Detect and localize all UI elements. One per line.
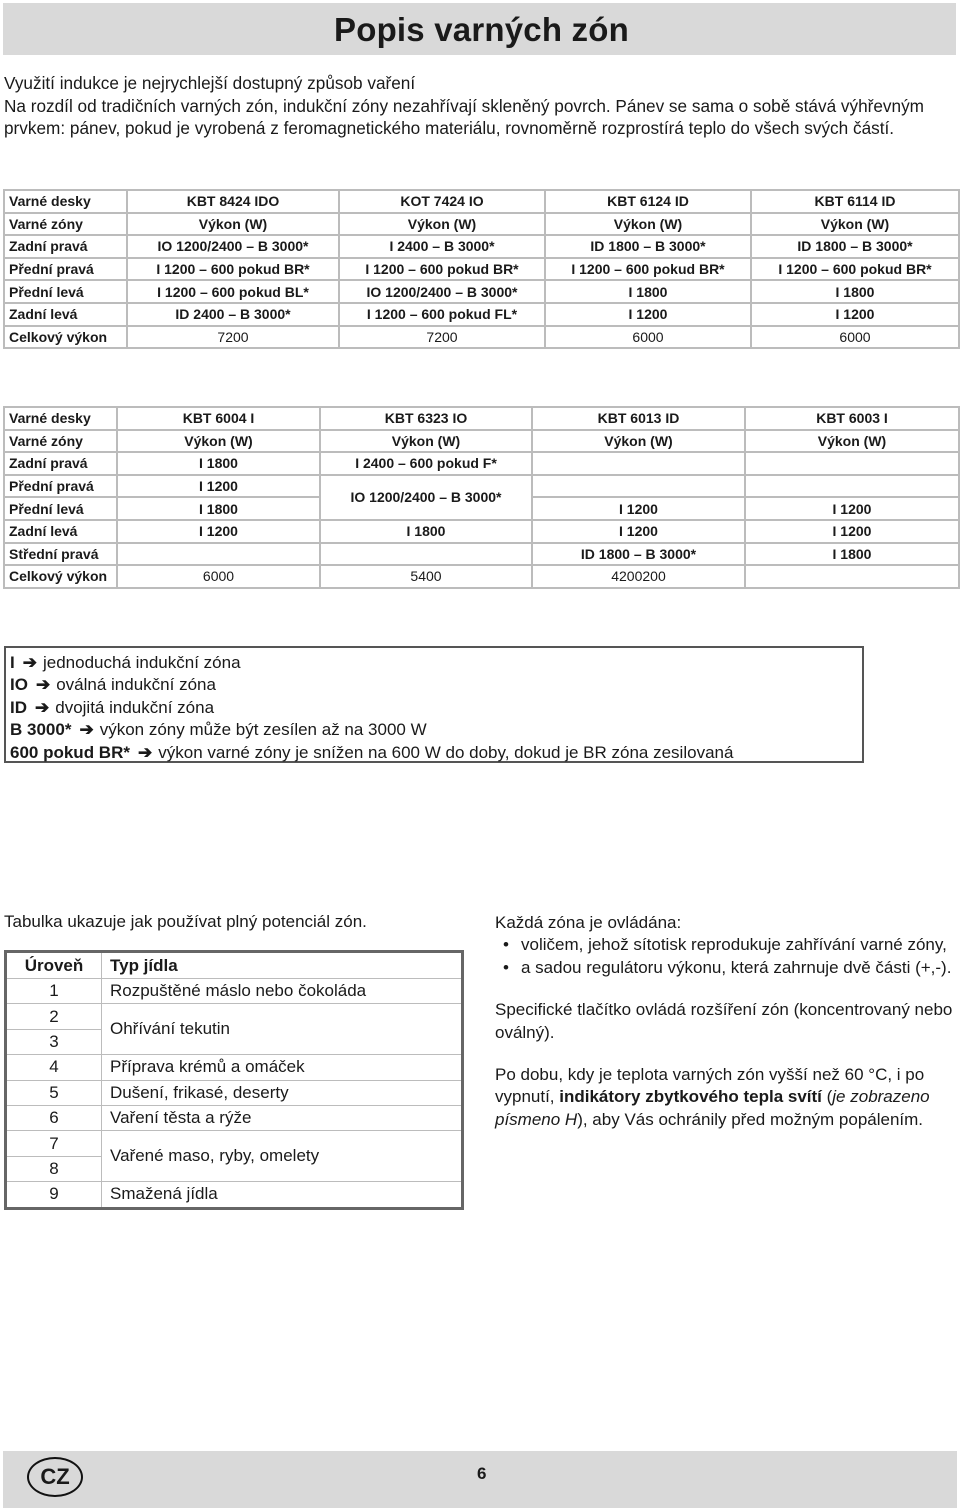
table-row: [6, 1182, 463, 1208]
table-row: [6, 1004, 463, 1029]
column-header-food: Typ jídla: [102, 952, 463, 979]
table-cell: 7: [6, 1131, 102, 1156]
legend-item: [10, 674, 862, 696]
table-cell: I 1200 – 600 pokud BR*: [545, 258, 751, 281]
table-cell: Výkon (W): [545, 213, 751, 236]
table-cell: 9: [6, 1182, 102, 1208]
paragraph: [495, 1064, 957, 1131]
table-cell: Příprava krémů a omáček: [102, 1055, 463, 1080]
table-cell: I 1800: [745, 543, 959, 566]
table-cell: ID 1800 – B 3000*: [532, 543, 745, 566]
table-cell: 7200: [339, 326, 545, 349]
table-cell: [745, 452, 959, 475]
table-cell: I 1200 – 600 pokud BR*: [339, 258, 545, 281]
text-run-italic: je zobrazeno písmeno H: [495, 1087, 930, 1129]
text-run: (: [821, 1087, 833, 1107]
table-row: [4, 280, 959, 303]
table-cell: 1: [6, 979, 102, 1004]
table-cell: 5400: [320, 565, 532, 588]
table-row: [6, 979, 463, 1004]
legend-text: jednoduchá indukční zóna: [42, 653, 241, 672]
table-cell: Celkový výkon: [4, 326, 127, 349]
table-cell: Smažená jídla: [102, 1182, 463, 1208]
table-cell: Varné zóny: [4, 213, 127, 236]
table-cell: I 1800: [320, 520, 532, 543]
table-row: [4, 235, 959, 258]
table-cell: Zadní pravá: [4, 235, 127, 258]
table-cell: KBT 6004 I: [117, 407, 320, 430]
table-cell: [745, 565, 959, 588]
table-cell: I 1200 – 600 pokud BL*: [127, 280, 339, 303]
table-cell: Výkon (W): [339, 213, 545, 236]
legend-item: [10, 719, 862, 741]
intro-line-2: Na rozdíl od tradičních varných zón, indukční zóny nezahřívají skleněný povrch. Pánev se sama o sobě stává výhřevným prvkem: pánev, pokud je vyrobená z feromagnetického materiálu, rovnoměrně rozprostírá teplo do všech svých částí.: [4, 95, 924, 138]
table-row: [4, 543, 959, 566]
table-row: [4, 303, 959, 326]
table-cell: I 1200 – 600 pokud BR*: [751, 258, 959, 281]
table-cell: KBT 6124 ID: [545, 190, 751, 213]
spec-table-2: [3, 406, 960, 589]
table-cell: KOT 7424 IO: [339, 190, 545, 213]
table-cell: I 1200: [545, 303, 751, 326]
table-row: [4, 565, 959, 588]
table-row: [4, 190, 959, 213]
table-cell: Výkon (W): [127, 213, 339, 236]
table-row: [4, 213, 959, 236]
table-cell: Dušení, frikasé, deserty: [102, 1080, 463, 1105]
table-cell: I 2400 – 600 pokud F*: [320, 452, 532, 475]
table-cell: I 1200 – 600 pokud BR*: [127, 258, 339, 281]
country-badge: CZ: [27, 1457, 83, 1497]
arrow-right-icon: ➔: [137, 742, 153, 762]
table-row: [4, 430, 959, 453]
table-cell: 3: [6, 1029, 102, 1054]
paragraph: Specifické tlačítko ovládá rozšíření zón (koncentrovaný nebo oválný).: [495, 1000, 953, 1042]
table-cell: Zadní levá: [4, 520, 117, 543]
table-cell: I 1800: [545, 280, 751, 303]
legend-text: oválná indukční zóna: [56, 675, 216, 695]
table-cell: [532, 452, 745, 475]
table-cell: Přední pravá: [4, 258, 127, 281]
table-cell: I 1200: [751, 303, 959, 326]
legend-key: 600 pokud BR*: [10, 742, 130, 762]
table-cell: Výkon (W): [320, 430, 532, 453]
table-cell: KBT 8424 IDO: [127, 190, 339, 213]
table-row: [4, 407, 959, 430]
table-cell: I 1200: [532, 520, 745, 543]
intro-text: [4, 72, 958, 140]
table-cell: KBT 6013 ID: [532, 407, 745, 430]
table-row: [6, 1080, 463, 1105]
table-cell: Varné desky: [4, 407, 117, 430]
bullet-list: [495, 934, 957, 979]
table-cell: 6000: [751, 326, 959, 349]
table-cell: I 1800: [117, 452, 320, 475]
table-cell: I 1800: [751, 280, 959, 303]
table-cell: Varné desky: [4, 190, 127, 213]
table-cell: Zadní levá: [4, 303, 127, 326]
legend-key: I: [10, 653, 15, 672]
table-cell: Vařené maso, ryby, omelety: [102, 1131, 463, 1182]
table-cell: Výkon (W): [751, 213, 959, 236]
table-cell: Ohřívání tekutin: [102, 1004, 463, 1055]
arrow-right-icon: ➔: [35, 675, 51, 695]
arrow-right-icon: ➔: [35, 697, 50, 717]
table-row: [6, 1055, 463, 1080]
legend-box: [4, 646, 864, 763]
table-row: [4, 258, 959, 281]
zone-control-text: [495, 912, 957, 1131]
table-cell: 5: [6, 1080, 102, 1105]
table-cell: 6: [6, 1105, 102, 1130]
table-cell: Výkon (W): [532, 430, 745, 453]
legend-text: dvojitá indukční zóna: [55, 697, 215, 717]
table-cell: KBT 6003 I: [745, 407, 959, 430]
table-cell: [745, 475, 959, 498]
table-cell: IO 1200/2400 – B 3000*: [127, 235, 339, 258]
table-cell: [117, 543, 320, 566]
table-cell: Zadní pravá: [4, 452, 117, 475]
text-run: Po dobu, kdy je teplota varných zón vyšší než 60 °C, i po vypnutí,: [495, 1065, 925, 1107]
title-bar: [3, 3, 956, 55]
table-cell: Přední levá: [4, 497, 117, 520]
table-cell: [532, 475, 745, 498]
legend-key: B 3000*: [10, 720, 72, 740]
table-cell: Vaření těsta a rýže: [102, 1105, 463, 1130]
text-run: ), aby Vás ochránily před možným popálením.: [577, 1109, 924, 1129]
table-cell: I 1800: [117, 497, 320, 520]
table-cell: I 1200: [117, 520, 320, 543]
table-row: [6, 952, 463, 979]
table-row: [6, 1131, 463, 1156]
table-cell: ID 2400 – B 3000*: [127, 303, 339, 326]
legend-item: [10, 652, 862, 674]
table-cell: I 1200: [117, 475, 320, 498]
table-cell: I 2400 – B 3000*: [339, 235, 545, 258]
legend-text: výkon zóny může být zesílen až na 3000 W: [99, 720, 427, 740]
table-cell: Celkový výkon: [4, 565, 117, 588]
table-cell: I 1200 – 600 pokud FL*: [339, 303, 545, 326]
table-cell: 4: [6, 1055, 102, 1080]
levels-table: [4, 950, 464, 1210]
list-item: • voličem, jehož sítotisk reprodukuje zahřívání varné zóny,: [521, 934, 957, 956]
paragraph: Každá zóna je ovládána:: [495, 913, 682, 932]
table-cell: I 1200: [745, 520, 959, 543]
legend-item: [10, 697, 862, 719]
list-item: • a sadou regulátoru výkonu, která zahrnuje dvě části (+,-).: [521, 957, 957, 979]
legend-key: ID: [10, 697, 27, 717]
table-cell: [320, 543, 532, 566]
table-cell: IO 1200/2400 – B 3000*: [339, 280, 545, 303]
intro-line-1: Využití indukce je nejrychlejší dostupný způsob vaření: [4, 73, 416, 93]
table-cell: 7200: [127, 326, 339, 349]
text-run-bold: indikátory zbytkového tepla svítí: [559, 1087, 822, 1107]
legend-text: výkon varné zóny je snížen na 600 W do doby, dokud je BR zóna zesilovaná: [158, 742, 734, 762]
legend-key: IO: [10, 675, 28, 695]
table-cell: Střední pravá: [4, 543, 117, 566]
table-row: [4, 452, 959, 475]
table-cell: 6000: [545, 326, 751, 349]
spec-table-1: [3, 189, 960, 349]
table-cell: KBT 6323 IO: [320, 407, 532, 430]
table-cell: Varné zóny: [4, 430, 117, 453]
table-cell: Přední levá: [4, 280, 127, 303]
table-cell: Rozpuštěné máslo nebo čokoláda: [102, 979, 463, 1004]
table-row: [6, 1105, 463, 1130]
table-row: [4, 326, 959, 349]
table-cell: I 1200: [532, 497, 745, 520]
table-cell: ID 1800 – B 3000*: [751, 235, 959, 258]
page-number: 6: [477, 1464, 487, 1483]
table-cell: 4200200: [532, 565, 745, 588]
levels-intro: Tabulka ukazuje jak používat plný potenciál zón.: [4, 912, 367, 931]
table-cell: 8: [6, 1156, 102, 1181]
table-row: [4, 520, 959, 543]
footer-bar: [3, 1451, 957, 1508]
arrow-right-icon: ➔: [79, 720, 94, 740]
table-cell: Výkon (W): [745, 430, 959, 453]
table-cell: IO 1200/2400 – B 3000*: [320, 475, 532, 520]
legend-item: [10, 742, 862, 764]
table-cell: 2: [6, 1004, 102, 1029]
table-cell: I 1200: [745, 497, 959, 520]
table-cell: ID 1800 – B 3000*: [545, 235, 751, 258]
table-cell: 6000: [117, 565, 320, 588]
page-title: Popis varných zón: [334, 11, 629, 48]
table-cell: KBT 6114 ID: [751, 190, 959, 213]
table-row: [4, 475, 959, 498]
table-cell: Výkon (W): [117, 430, 320, 453]
table-cell: Přední pravá: [4, 475, 117, 498]
arrow-right-icon: ➔: [22, 653, 37, 672]
column-header-level: Úroveň: [6, 952, 102, 979]
